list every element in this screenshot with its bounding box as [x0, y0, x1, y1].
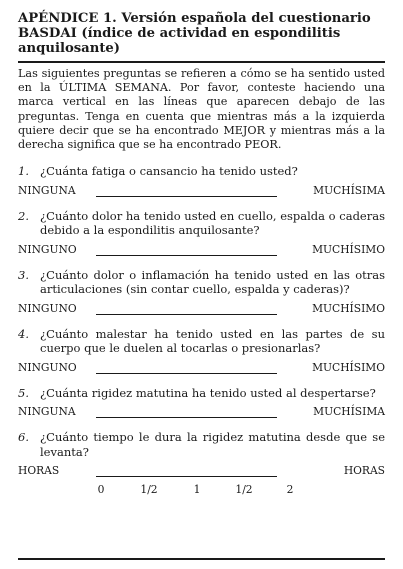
question-4: [18, 327, 385, 374]
answer-line[interactable]: [96, 243, 277, 256]
question-number: 2.: [18, 208, 29, 223]
scale-left-label: NINGUNA: [18, 405, 76, 419]
top-rule: [18, 61, 385, 63]
question-number: 1.: [18, 164, 29, 179]
answer-scale: [18, 302, 385, 315]
scale-right-label: MUCHÍSIMA: [313, 405, 385, 419]
scale-left-label: HORAS: [18, 464, 60, 478]
scale-right-label: MUCHÍSIMO: [312, 360, 385, 374]
hour-tick: 2: [286, 483, 294, 497]
answer-line[interactable]: [96, 302, 277, 315]
question-text: ¿Cuánto tiempo le dura la rigidez matutina desde que se levanta?: [40, 430, 385, 459]
hour-tick: 1/2: [140, 483, 158, 497]
question-1: [18, 164, 385, 197]
answer-scale: [18, 405, 385, 418]
scale-left-label: NINGUNO: [18, 360, 77, 374]
hour-tick: 1/2: [235, 483, 253, 497]
answer-scale: [18, 361, 385, 374]
question-number: 5.: [18, 385, 29, 400]
scale-left-label: NINGUNO: [18, 242, 77, 256]
scale-right-label: HORAS: [343, 464, 385, 478]
basdai-page: [18, 0, 385, 497]
question-number: 4.: [18, 326, 29, 341]
hour-tick: 0: [97, 483, 105, 497]
answer-scale: [18, 243, 385, 256]
answer-line[interactable]: [96, 464, 277, 477]
answer-scale: [18, 464, 385, 477]
question-text: ¿Cuánto malestar ha tenido usted en las partes de su cuerpo que le duelen al tocarlas o presionarlas?: [40, 326, 385, 356]
question-5: [18, 386, 385, 419]
scale-left-label: NINGUNO: [18, 301, 77, 315]
scale-right-label: MUCHÍSIMO: [312, 301, 385, 315]
question-number: 6.: [18, 430, 29, 445]
answer-line[interactable]: [96, 361, 277, 374]
hour-tick-labels: [18, 483, 385, 497]
scale-right-label: MUCHÍSIMA: [313, 183, 385, 197]
question-text: ¿Cuánto dolor ha tenido usted en cuello, espalda o caderas debido a la espondilitis anquilosante?: [40, 208, 385, 238]
answer-line[interactable]: [96, 184, 277, 197]
question-text: ¿Cuánta fatiga o cansancio ha tenido usted?: [40, 164, 298, 179]
instructions-paragraph: Las siguientes preguntas se refieren a cómo se ha sentido usted en la ÚLTIMA SEMANA. Por favor, conteste haciendo una marca vertical en las líneas que aparecen debajo de las preguntas. Tenga en cuenta que mientras más a la izquierda quiere decir que se ha encontrado MEJOR y mientras más a la derecha significa que se ha encontrado PEOR.: [18, 67, 385, 152]
question-text: ¿Cuánta rigidez matutina ha tenido usted al despertarse?: [40, 385, 376, 400]
answer-line[interactable]: [96, 405, 277, 418]
scale-right-label: MUCHÍSIMO: [312, 242, 385, 256]
scale-left-label: NINGUNA: [18, 183, 76, 197]
question-number: 3.: [18, 267, 29, 282]
answer-scale: [18, 184, 385, 197]
question-text: ¿Cuánto dolor o inflamación ha tenido usted en las otras articulaciones (sin contar cuello, espalda y caderas)?: [40, 267, 385, 297]
question-3: [18, 268, 385, 315]
appendix-title: APÉNDICE 1. Versión española del cuestionario BASDAI (índice de actividad en espondilitis anquilosante): [18, 11, 371, 56]
question-6: [18, 430, 385, 497]
bottom-rule: [18, 558, 385, 560]
question-2: [18, 209, 385, 256]
hour-tick: 1: [193, 483, 201, 497]
